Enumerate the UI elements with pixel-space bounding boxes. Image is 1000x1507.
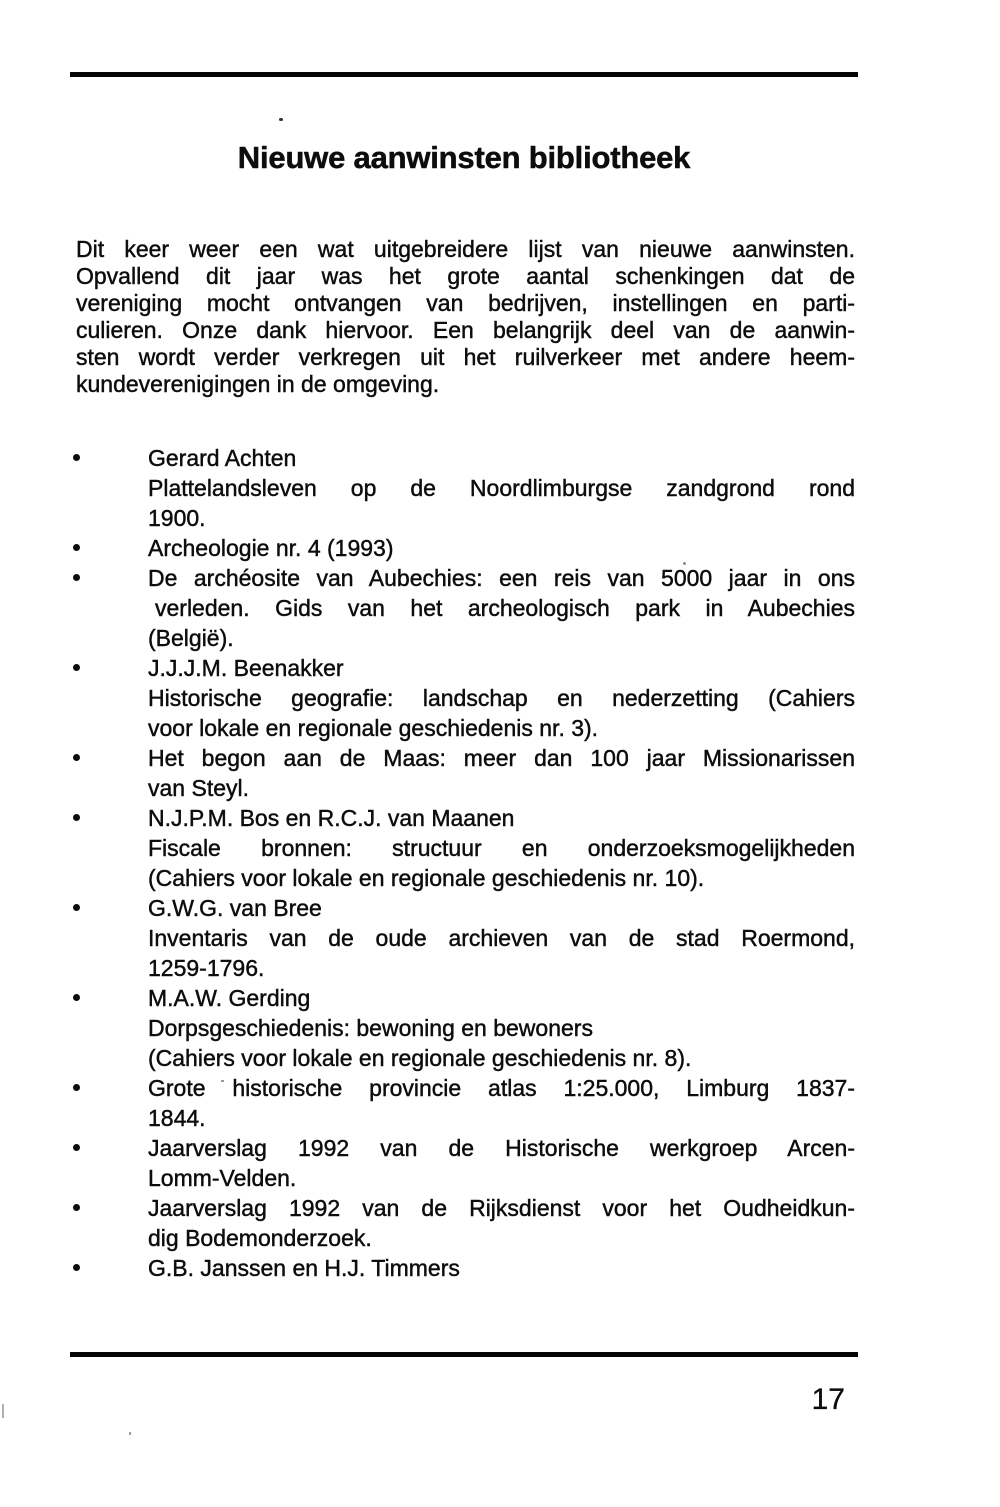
item-line: Lomm-Velden. <box>148 1165 297 1191</box>
intro-line: culieren. Onze dank hiervoor. Een belangrijk deel van de aanwin- <box>76 317 855 343</box>
item-line: Historische geografie: landschap en nederzetting (Cahiers <box>148 685 855 711</box>
acquisitions-list <box>70 443 855 1283</box>
intro-line: vereniging mocht ontvangen van bedrijven, instellingen en parti- <box>76 290 855 316</box>
item-line: voor lokale en regionale geschiedenis nr. 3). <box>148 715 599 741</box>
intro-line: kundeverenigingen in de omgeving. <box>76 371 440 397</box>
list-item <box>70 803 855 893</box>
list-item <box>70 983 855 1073</box>
item-line: Plattelandsleven op de Noordlimburgse zandgrond rond <box>148 475 855 501</box>
bullet-icon <box>73 544 80 551</box>
item-line: (Cahiers voor lokale en regionale geschiedenis nr. 10). <box>148 865 705 891</box>
bottom-rule <box>70 1352 858 1357</box>
item-line: 1900. <box>148 505 206 531</box>
intro-line: Dit keer weer een wat uitgebreidere lijst van nieuwe aanwinsten. <box>76 236 855 262</box>
item-line: 1259-1796. <box>148 955 265 981</box>
top-rule <box>70 72 858 77</box>
scan-artifact <box>279 118 283 121</box>
intro-line: Opvallend dit jaar was het grote aantal schenkingen dat de <box>76 263 855 289</box>
bullet-icon <box>73 1084 80 1091</box>
item-line: 1844. <box>148 1105 206 1131</box>
bullet-icon <box>73 1264 80 1271</box>
page-title: Nieuwe aanwinsten bibliotheek <box>237 140 691 175</box>
item-line: dig Bodemonderzoek. <box>148 1225 372 1251</box>
bullet-icon <box>73 754 80 761</box>
item-line: Archeologie nr. 4 (1993) <box>148 535 394 561</box>
bullet-icon <box>73 664 80 671</box>
list-item <box>70 653 855 743</box>
item-line: Grote historische provincie atlas 1:25.000, Limburg 1837- <box>148 1075 855 1101</box>
item-line: G.W.G. van Bree <box>148 895 322 921</box>
bullet-icon <box>73 574 80 581</box>
intro-paragraph <box>76 236 855 398</box>
item-line: Fiscale bronnen: structuur en onderzoeksmogelijkheden <box>148 835 855 861</box>
item-line: verleden. Gids van het archeologisch park in Aubechies <box>155 595 855 621</box>
item-line: Dorpsgeschiedenis: bewoning en bewoners <box>148 1015 593 1041</box>
item-line: Jaarverslag 1992 van de Historische werkgroep Arcen- <box>148 1135 855 1161</box>
item-line: Het begon aan de Maas: meer dan 100 jaar Missionarissen <box>148 745 855 771</box>
item-line: Jaarverslag 1992 van de Rijksdienst voor het Oudheidkun- <box>148 1195 855 1221</box>
intro-line: sten wordt verder verkregen uit het ruilverkeer met andere heem- <box>76 344 855 370</box>
list-item <box>70 1253 855 1283</box>
list-item <box>70 893 855 983</box>
item-line: N.J.P.M. Bos en R.C.J. van Maanen <box>148 805 515 831</box>
bullet-icon <box>73 904 80 911</box>
scan-artifact <box>129 1432 131 1435</box>
bullet-icon <box>73 994 80 1001</box>
scan-artifact <box>2 1404 4 1418</box>
list-item <box>70 1133 855 1193</box>
item-line: M.A.W. Gerding <box>148 985 311 1011</box>
item-line: Gerard Achten <box>148 445 297 471</box>
bullet-icon <box>73 814 80 821</box>
list-item <box>70 743 855 803</box>
item-line: G.B. Janssen en H.J. Timmers <box>148 1255 460 1281</box>
item-line: van Steyl. <box>148 775 249 801</box>
list-item <box>70 563 855 653</box>
page-number: 17 <box>811 1383 845 1416</box>
list-item <box>70 443 855 533</box>
bullet-icon <box>73 1144 80 1151</box>
list-item <box>70 1073 855 1133</box>
item-line: Inventaris van de oude archieven van de stad Roermond, <box>148 925 855 951</box>
item-line: De archéosite van Aubechies: een reis van 5000 jaar in ons <box>148 565 855 591</box>
item-line: J.J.J.M. Beenakker <box>148 655 344 681</box>
list-item <box>70 533 855 563</box>
list-item <box>70 1193 855 1253</box>
item-line: (Cahiers voor lokale en regionale geschiedenis nr. 8). <box>148 1045 692 1071</box>
bullet-icon <box>73 1204 80 1211</box>
bullet-icon <box>73 454 80 461</box>
item-line: (België). <box>148 625 234 651</box>
